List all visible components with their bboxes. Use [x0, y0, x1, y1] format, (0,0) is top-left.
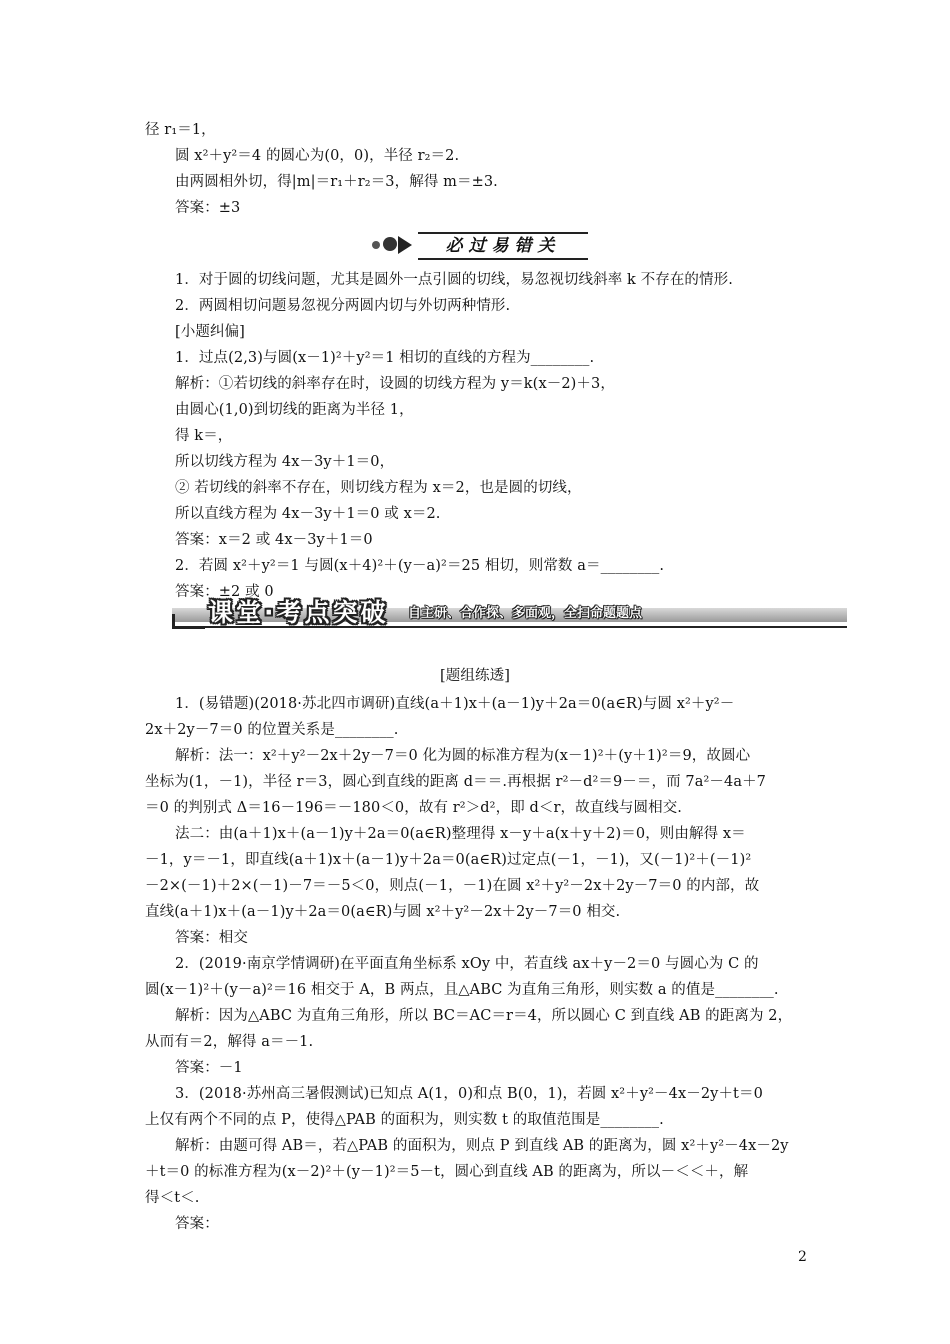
- text-line: 1．过点(2,3)与圆(x－1)²＋y²＝1 相切的直线的方程为________.: [175, 350, 595, 366]
- text-line: 答案：±2 或 0: [175, 584, 274, 600]
- text-line: 从而有＝2，解得 a＝－1.: [145, 1034, 314, 1050]
- text-line: 由两圆相外切，得|m|＝r₁＋r₂＝3，解得 m＝±3.: [175, 174, 498, 190]
- text-line: 解析：因为△ABC 为直角三角形，所以 BC＝AC＝r＝4，所以圆心 C 到直线 AB 的距离为 2，: [175, 1008, 793, 1024]
- banner-title: 课堂·考点突破: [208, 598, 389, 627]
- text-line: 圆(x－1)²＋(y－a)²＝16 相交于 A，B 两点，且△ABC 为直角三角形，则实数 a 的值是________.: [145, 982, 779, 998]
- text-line: 解析：由题可得 AB＝，若△PAB 的面积为，则点 P 到直线 AB 的距离为，圆 x²＋y²－4x－2y: [175, 1138, 789, 1154]
- text-line: [小题纠偏]: [175, 324, 245, 340]
- banner-hook: [172, 614, 205, 629]
- text-line: 法二：由(a＋1)x＋(a－1)y＋2a＝0(a∈R)整理得 x－y＋a(x＋y＋2)＝0，则由解得 x＝: [175, 826, 746, 842]
- section-banner-pitfalls: [372, 232, 592, 258]
- text-line: 坐标为(1，－1)，半径 r＝3，圆心到直线的距离 d＝＝.再根据 r²－d²＝9－＝，而 7a²－4a＋7: [145, 774, 766, 790]
- text-line: －1，y＝－1，即直线(a＋1)x＋(a－1)y＋2a＝0(a∈R)过定点(－1，－1)，又(－1)²＋(－1)²: [145, 852, 752, 868]
- text-line: 圆 x²＋y²＝4 的圆心为(0，0)，半径 r₂＝2.: [175, 148, 460, 164]
- page-number: 2: [798, 1249, 807, 1265]
- text-line: ＋t＝0 的标准方程为(x－2)²＋(y－1)²＝5－t，圆心到直线 AB 的距离为，所以－＜＜＋，解: [145, 1164, 749, 1180]
- text-line: 2．若圆 x²＋y²＝1 与圆(x＋4)²＋(y－a)²＝25 相切，则常数 a＝________.: [175, 558, 665, 574]
- text-line: ＝0 的判别式 Δ＝16－196＝－180＜0，故有 r²＞d²，即 d＜r，故直线与圆相交.: [145, 800, 683, 816]
- text-line: 解析：①若切线的斜率存在时，设圆的切线方程为 y＝k(x－2)＋3，: [175, 376, 615, 392]
- text-line: 得＜t＜.: [145, 1190, 200, 1206]
- text-line: 2．(2019·南京学情调研)在平面直角坐标系 xOy 中，若直线 ax＋y－2＝0 与圆心为 C 的: [175, 956, 759, 972]
- text-line: 答案：－1: [175, 1060, 243, 1076]
- banner-label: 必过易错关: [418, 232, 588, 260]
- text-line: 解析：法一：x²＋y²－2x＋2y－7＝0 化为圆的标准方程为(x－1)²＋(y＋1)²＝9，故圆心: [175, 748, 751, 764]
- text-line: 答案：±3: [175, 200, 241, 216]
- text-line: 2x＋2y－7＝0 的位置关系是________.: [145, 722, 399, 738]
- text-line: 答案：x＝2 或 4x－3y＋1＝0: [175, 532, 373, 548]
- text-line: 上仅有两个不同的点 P，使得△PAB 的面积为，则实数 t 的取值范围是________.: [145, 1112, 664, 1128]
- text-line: 得 k＝，: [175, 428, 233, 444]
- text-line: 所以直线方程为 4x－3y＋1＝0 或 x＝2.: [175, 506, 441, 522]
- section-title: [题组练透]: [440, 668, 510, 684]
- section-banner-class: [172, 600, 847, 630]
- dot-icon: [372, 241, 380, 249]
- text-line: 2．两圆相切问题易忽视分两圆内切与外切两种情形.: [175, 298, 511, 314]
- text-line: 3．(2018·苏州高三暑假测试)已知点 A(1，0)和点 B(0，1)，若圆 x²＋y²－4x－2y＋t＝0: [175, 1086, 763, 1102]
- text-line: 所以切线方程为 4x－3y＋1＝0，: [175, 454, 395, 470]
- text-line: 由圆心(1,0)到切线的距离为半径 1，: [175, 402, 414, 418]
- dot-icon: [383, 237, 397, 251]
- text-line: 直线(a＋1)x＋(a－1)y＋2a＝0(a∈R)与圆 x²＋y²－2x＋2y－7＝0 相交.: [145, 904, 621, 920]
- arrow-right-icon: [398, 236, 412, 254]
- text-line: 径 r₁＝1，: [145, 122, 216, 138]
- text-line: 1．对于圆的切线问题，尤其是圆外一点引圆的切线，易忽视切线斜率 k 不存在的情形.: [175, 272, 733, 288]
- text-line: 答案：相交: [175, 930, 248, 946]
- text-line: 答案：: [175, 1216, 219, 1232]
- text-line: ② 若切线的斜率不存在，则切线方程为 x＝2，也是圆的切线，: [175, 480, 582, 496]
- text-line: －2×(－1)＋2×(－1)－7＝－5＜0，则点(－1，－1)在圆 x²＋y²－2x＋2y－7＝0 的内部，故: [145, 878, 760, 894]
- banner-subtitle: 自主研、合作探、多面观，全扫命题题点: [408, 606, 643, 621]
- text-line: 1．(易错题)(2018·苏北四市调研)直线(a＋1)x＋(a－1)y＋2a＝0(a∈R)与圆 x²＋y²－: [175, 696, 735, 712]
